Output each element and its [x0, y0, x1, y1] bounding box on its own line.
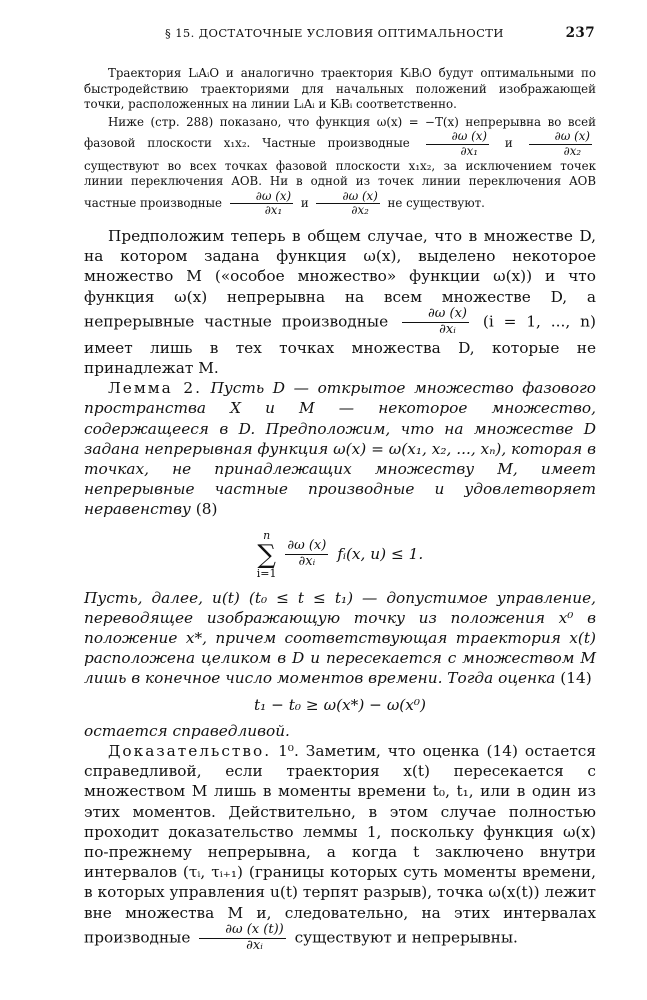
partial-derivative-xi: $\frac{\partial\omega (x)}{\text{∂xᵢ}}$ [402, 307, 469, 338]
and-word-2: и [300, 195, 309, 210]
sum-sign: ∑ [257, 539, 276, 570]
running-header [165, 26, 595, 40]
sum-lower-limit: i=1 [256, 566, 277, 580]
page-number: 237 [565, 25, 595, 41]
lemma-continuation [84, 588, 596, 689]
lemma-label: Лемма 2. [108, 379, 202, 398]
sum-inequality [84, 530, 596, 580]
partial-derivative-x2: $\frac{\partial\omega (x)}{\text{∂x₂}}$ [529, 130, 592, 158]
partial-derivative-x2-b: $\frac{\partial\omega (x)}{\text{∂x₂}}$ [316, 190, 379, 218]
sum-partial-derivative: $\frac{\partial\omega (x)}{\text{∂xᵢ}}$ [287, 538, 327, 570]
proof-partial-derivative: $\frac{\partial\omega (x (t))}{\text{∂xᵢ}}$ [199, 923, 285, 954]
proof-text: 1⁰. Заметим, что оценка (14) остается справедливой, если траектория x(t) пересекается с множеством M лишь в моменты времени t₀, t₁, или в один из этих моментов. Действительно, в этом случае полностью проходит доказательство леммы 1, поскольку функция ω(x) по-прежнему непрерывна, а когда t заключено внутри интервалов (τᵢ, τᵢ₊₁) (границы которых суть моменты времени, в которых управления u(t) терпят разрыв), точка ω(x(t)) лежит вне множества M и, следовательно, на этих интервалах производные [84, 741, 597, 947]
estimate-ref: (14) [560, 669, 592, 688]
main-text [84, 226, 596, 954]
proof-paragraph [84, 741, 596, 954]
lemma-paragraph [84, 378, 596, 519]
continuity-text-a: Ниже (стр. 288) показано, что функция ω(x) = −T(x) непрерывна во всей фазовой плоскости x₁x₂. Частные производные [84, 114, 596, 151]
and-word-1: и [504, 136, 513, 151]
lemma-continuation-text: Пусть, далее, u(t) (t₀ ≤ t ≤ t₁) — допустимое управление, переводящее изображающую точку из положения x⁰ в положение x*, причем соответствующая траектория x(t) расположена целиком в D и пересекается с множеством M лишь в конечное число моментов времени. Тогда оценка [84, 588, 596, 688]
estimate-formula: t₁ − t₀ ≥ ω(x*) − ω(x⁰) [253, 695, 427, 714]
continuity-text-c: не существуют. [387, 195, 485, 210]
continuity-text-b: существуют во всех точках фазовой плоскости x₁x₂, за исключением точек линии переключения AOB. Ни в одной из точек линии переключения AOB частные производные [84, 158, 596, 210]
lemma-statement: Пусть D — открытое множество фазового пространства X и M — некоторое множество, содержащееся в D. Предположим, что на множестве D задана непрерывная функция ω(x) = ω(x₁, x₂, ..., xₙ), которая в точках, не принадлежащих множеству M, имеет непрерывные частные производные и удовлетворяет неравенству [84, 379, 596, 519]
general-case-text-b: (i = 1, ..., n) имеет лишь в тех точках множества D, которые не принадлежат M. [84, 312, 596, 377]
section-title: § 15. ДОСТАТОЧНЫЕ УСЛОВИЯ ОПТИМАЛЬНОСТИ [165, 26, 504, 40]
partial-derivative-x1-b: $\frac{\partial\omega (x)}{\text{∂x₁}}$ [230, 190, 293, 218]
proof-label: Доказательство. [108, 741, 272, 760]
sum-upper-limit: n [263, 528, 271, 542]
sum-rest: fᵢ(x, u) ≤ 1. [337, 544, 424, 563]
general-case-paragraph [84, 226, 596, 378]
proof-end: существуют и непрерывны. [294, 928, 518, 947]
lemma-ref: (8) [195, 500, 218, 519]
trajectory-paragraph: Траектория LᵢAᵢO и аналогично траектория KᵢBᵢO будут оптимальными по быстродействию траекториями для начальных положений изображающей точки, расположенных на линии LᵢAᵢ и KᵢBᵢ соответственно. [84, 66, 596, 112]
general-case-text-a: Предположим теперь в общем случае, что в множестве D, на котором задана функция ω(x), выделено некоторое множество M («особое множество» функции ω(x)) и что функция ω(x) непрерывна на всем множестве D, а непрерывные частные производные [84, 227, 596, 331]
remains-valid: остается справедливой. [84, 721, 290, 740]
small-print-block [84, 66, 596, 218]
continuity-paragraph [84, 115, 596, 218]
partial-derivative-x1: $\frac{\partial\omega (x)}{\text{∂x₁}}$ [426, 130, 489, 158]
